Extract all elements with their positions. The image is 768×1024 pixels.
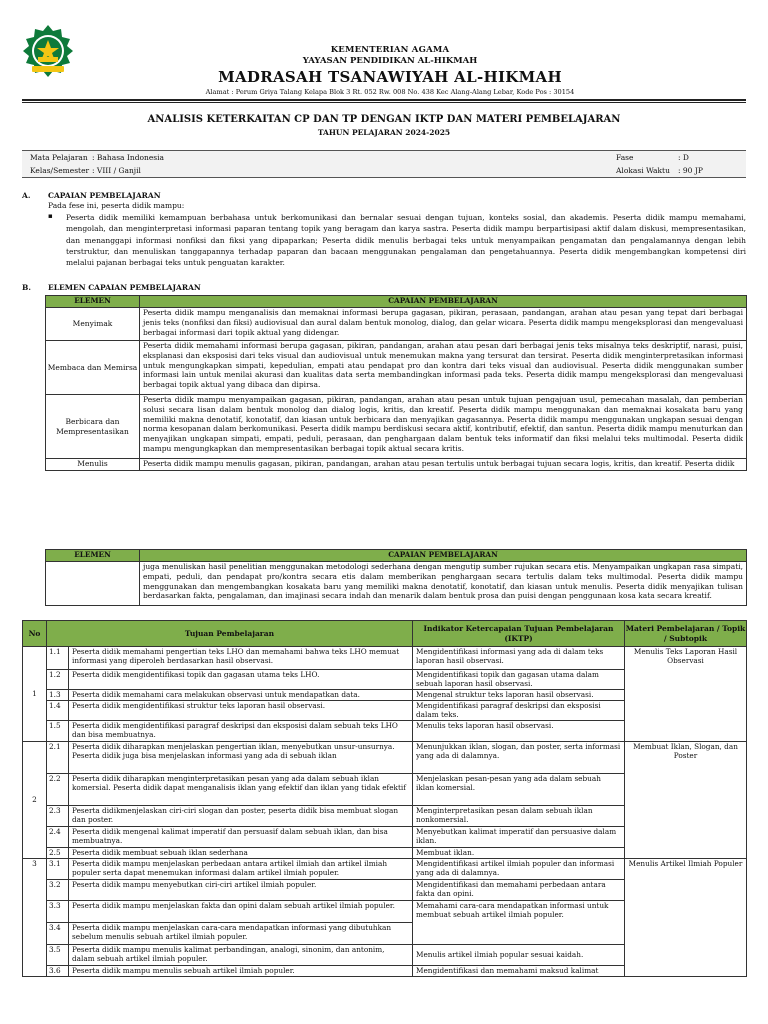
elemen-header: ELEMEN <box>46 296 140 308</box>
tp-text: Peserta didik mampu menulis kalimat perbandingan, analogi, sinonim, dan antonim, dalam sebuah artikel ilmiah populer. <box>69 945 413 966</box>
time-allocation-label: Alokasi Waktu <box>616 166 670 175</box>
tp-code: 1.3 <box>47 690 69 701</box>
tp-header: Tujuan Pembelajaran <box>47 621 413 647</box>
academic-year: TAHUN PELAJARAN 2024-2025 <box>317 128 451 137</box>
iktp-text: Menunjukkan iklan, slogan, dan poster, serta informasi yang ada di dalamnya. <box>413 742 625 774</box>
iktp-text: Mengidentifikasi paragraf deskripsi dan eksposisi dalam teks. <box>413 701 625 721</box>
tp-text: Peserta didik mampu menjelaskan cara-cara mendapatkan informasi yang dibutuhkan sebelum menulis sebuah artikel ilmiah populer. <box>69 923 413 945</box>
tp-code: 1.4 <box>47 701 69 721</box>
elemen-name: Menulis <box>46 459 140 471</box>
iktp-text: Mengenal struktur teks laporan hasil observasi. <box>413 690 625 701</box>
phase-value: : D <box>678 153 689 162</box>
iktp-header: Indikator Ketercapaian Tujuan Pembelajaran (IKTP) <box>413 621 625 647</box>
header-divider-thick <box>22 99 746 101</box>
subject-value: : Bahasa Indonesia <box>92 153 164 162</box>
tp-code: 3.1 <box>47 859 69 880</box>
table-row <box>46 308 747 341</box>
iktp-text: Menulis artikel ilmiah popular sesuai kaidah. <box>413 945 625 966</box>
tp-code: 1.5 <box>47 721 69 742</box>
elemen-name: Menyimak <box>46 308 140 341</box>
tp-text: Peserta didik memahami cara melakukan observasi untuk mendapatkan data. <box>69 690 413 701</box>
iktp-text: Membuat iklan. <box>413 848 625 859</box>
tp-code: 1.2 <box>47 670 69 690</box>
elemen-name <box>46 562 140 606</box>
elemen-table-continued <box>45 549 747 606</box>
kemenag-logo <box>22 24 74 78</box>
tp-code: 3.3 <box>47 901 69 923</box>
tp-code: 2.2 <box>47 774 69 806</box>
subject-info-bar <box>22 150 746 178</box>
cp-header: CAPAIAN PEMBELAJARAN <box>140 550 747 562</box>
section-b-heading <box>22 283 201 293</box>
school-name: MADRASAH TSANAWIYAH AL-HIKMAH <box>218 68 562 87</box>
time-allocation-value: : 90 JP <box>678 166 703 175</box>
group-number: 3 <box>23 859 47 977</box>
tp-text: Peserta didik mengenal kalimat imperatif dan persuasif dalam sebuah iklan, dan bisa membuatnya. <box>69 827 413 848</box>
tp-table <box>22 620 747 977</box>
tp-text: Peserta didik mengidentifikasi paragraf deskripsi dan eksposisi dalam sebuah teks LHO dan bisa membuatnya. <box>69 721 413 742</box>
tp-code: 2.3 <box>47 806 69 827</box>
materi-text: Menulis Teks Laporan Hasil Observasi <box>625 647 747 742</box>
section-b-number: B. <box>22 283 31 292</box>
tp-text: Peserta didikmenjelaskan ciri-ciri slogan dan poster, peserta didik bisa membuat slogan dan poster. <box>69 806 413 827</box>
group-number: 1 <box>23 647 47 742</box>
elemen-header: ELEMEN <box>46 550 140 562</box>
subject-label: Mata Pelajaran <box>30 153 88 162</box>
iktp-text: Mengidentifikasi dan memahami maksud kalimat <box>413 966 625 977</box>
letterhead <box>90 45 690 96</box>
table-row <box>23 647 747 670</box>
tp-code: 2.1 <box>47 742 69 774</box>
materi-header: Materi Pembelajaran / Topik / Subtopik <box>625 621 747 647</box>
tp-text: Peserta didik mampu menulis sebuah artikel ilmiah populer. <box>69 966 413 977</box>
tp-code: 3.5 <box>47 945 69 966</box>
tp-text: Peserta didik diharapkan menginterpretasikan pesan yang ada dalam sebuah iklan komersial. Peserta didik dapat menganalisis iklan yang efektif dan iklan yang tidak efektif <box>69 774 413 806</box>
iktp-text: Menulis teks laporan hasil observasi. <box>413 721 625 742</box>
iktp-text: Memahami cara-cara mendapatkan informasi untuk membuat sebuah artikel ilmiah populer. <box>413 901 625 945</box>
table-row <box>46 459 747 471</box>
header-divider-thin <box>22 102 746 103</box>
foundation-name: YAYASAN PENDIDIKAN AL-HIKMAH <box>302 56 478 67</box>
elemen-name: Berbicara dan Mempresentasikan <box>46 395 140 459</box>
section-a-body: Peserta didik memiliki kemampuan berbahasa untuk berkomunikasi dan bernalar sesuai dengan tujuan, konteks sosial, dan akademis. Peserta didik mampu memahami, mengolah, dan menginterpretasi informasi paparan tentang topik yang beragam dan karya sastra. Peserta didik mampu berpartisipasi aktif dalam diskusi, mempresentasikan, dan menanggapi informasi nonfiksi dan fiksi yang dipaparkan; Peserta didik menulis berbagai teks untuk menyampaikan pengamatan dan pengalamannya dengan lebih terstruktur, dan menuliskan tanggapannya terhadap paparan dan bacaan menggunakan pengalaman dan pengetahuannya. Peserta didik mengembangkan kompetensi diri melalui pajanan berbagai teks untuk penguatan karakter. <box>66 213 746 267</box>
tp-code: 3.2 <box>47 880 69 901</box>
tp-text: Peserta didik membuat sebuah iklan sederhana <box>69 848 413 859</box>
tp-text: Peserta didik mengidentifikasi struktur teks laporan hasil observasi. <box>69 701 413 721</box>
elemen-cp: Peserta didik mampu menulis gagasan, pikiran, pandangan, arahan atau pesan tertulis untuk berbagai tujuan secara logis, kritis, dan kreatif. Peserta didik <box>140 459 747 471</box>
elemen-cp: Peserta didik mampu menganalisis dan memaknai informasi berupa gagasan, pikiran, perasaan, pandangan, arahan atau pesan yang tepat dari berbagai jenis teks (nonfiksi dan fiksi) audiovisual dan aural dalam bentuk monolog, dialog, dan gelar wicara. Peserta didik mampu mengeksplorasi dan mengevaluasi berbagai informasi dari topik aktual yang didengar. <box>140 308 747 341</box>
section-a-title: CAPAIAN PEMBELAJARAN <box>48 191 161 200</box>
class-label: Kelas/Semester <box>30 166 90 175</box>
table-row <box>23 859 747 880</box>
iktp-text: Menyebutkan kalimat imperatif dan persuasive dalam iklan. <box>413 827 625 848</box>
iktp-text: Menginterpretasikan pesan dalam sebuah iklan nonkomersial. <box>413 806 625 827</box>
iktp-text: Mengidentifikasi artikel ilmiah populer dan informasi yang ada di dalamnya. <box>413 859 625 880</box>
materi-text: Membuat Iklan, Slogan, dan Poster <box>625 742 747 859</box>
tp-text: Peserta didik mampu menjelaskan fakta dan opini dalam sebuah artikel ilmiah populer. <box>69 901 413 923</box>
section-a-number: A. <box>22 191 31 200</box>
iktp-text: Mengidentifikasi dan memahami perbedaan antara fakta dan opini. <box>413 880 625 901</box>
iktp-text: Mengidentifikasi informasi yang ada di dalam teks laporan hasil observasi. <box>413 647 625 670</box>
elemen-cp: Peserta didik memahami informasi berupa gagasan, pikiran, pandangan, arahan atau pesan dari berbagai jenis teks misalnya teks deskriptif, narasi, puisi, eksplanasi dan eksposisi dari teks visual dan audiovisual untuk menemukan makna yang tersurat dan tersirat. Peserta didik menginterpretasikan informasi untuk mengungkapkan simpati, kepedulian, empati atau pendapat pro dan kontra dari teks visual dan audiovisual. Peserta didik menggunakan sumber informasi lain untuk menilai akurasi dan kualitas data serta membandingkan informasi pada teks. Peserta didik mampu mengeksplorasi dan mengevaluasi berbagai topik aktual yang dibaca dan dipirsa. <box>140 341 747 395</box>
ministry-name: KEMENTERIAN AGAMA <box>330 45 450 55</box>
iktp-text: Menjelaskan pesan-pesan yang ada dalam sebuah iklan komersial. <box>413 774 625 806</box>
elemen-table <box>45 295 747 471</box>
school-address: Alamat : Perum Griya Talang Kelapa Blok 3 Rt. 052 Rw. 008 No. 438 Kec Alang-Alang Lebar, Kode Pos : 30154 <box>205 87 575 96</box>
elemen-name: Membaca dan Memirsa <box>46 341 140 395</box>
document-title: ANALISIS KETERKAITAN CP DAN TP DENGAN IKTP DAN MATERI PEMBELAJARAN <box>147 114 621 125</box>
table-row <box>46 341 747 395</box>
iktp-text: Mengidentifikasi topik dan gagasan utama dalam sebuah laporan hasil observasi. <box>413 670 625 690</box>
no-header: No <box>23 621 47 647</box>
elemen-cp-continued: juga menuliskan hasil penelitian menggunakan metodologi sederhana dengan mengutip sumber rujukan secara etis. Menyampaikan ungkapan rasa simpati, empati, peduli, dan pendapat pro/kontra secara etis dalam memberikan penghargaan secara tertulis dalam teks multimodal. Peserta didik mampu menggunakan dan mengembangkan kosakata baru yang memiliki makna denotatif, konotatif, dan kiasan untuk menulis. Peserta didik menyajikan tulisan berdasarkan fakta, pengalaman, dan imajinasi secara indah dan menarik dalam bentuk prosa dan puisi dengan penggunaan kosa kata secara kreatif. <box>140 562 747 606</box>
tp-code: 2.5 <box>47 848 69 859</box>
table-row <box>46 395 747 459</box>
tp-text: Peserta didik mengidentifikasi topik dan gagasan utama teks LHO. <box>69 670 413 690</box>
tp-text: Peserta didik diharapkan menjelaskan pengertian iklan, menyebutkan unsur-unsurnya. Peserta didik juga bisa menjelaskan informasi yang ada di sebuah iklan <box>69 742 413 774</box>
tp-code: 3.4 <box>47 923 69 945</box>
tp-text: Peserta didik mampu menyebutkan ciri-ciri artikel ilmiah populer. <box>69 880 413 901</box>
section-a-intro: Pada fese ini, peserta didik mampu: <box>48 201 185 210</box>
tp-code: 3.6 <box>47 966 69 977</box>
section-a-heading <box>22 191 161 201</box>
table-row <box>46 562 747 606</box>
class-value: : VIII / Ganjil <box>92 166 141 175</box>
table-row <box>23 742 747 774</box>
materi-text: Menulis Artikel Ilmiah Populer <box>625 859 747 977</box>
elemen-cp: Peserta didik mampu menyampaikan gagasan, pikiran, pandangan, arahan atau pesan untuk tujuan pengajuan usul, pemecahan masalah, dan pemberian solusi secara lisan dalam bentuk monolog dan dialog logis, kritis, dan kreatif. Peserta didik mampu menggunakan dan memaknai kosakata baru yang memiliki makna denotatif, konotatif, dan kiasan untuk berbicara dan menyajikan gagasannya. Peserta didik mampu menggunakan ungkapan sesuai dengan norma kesopanan dalam berkomunikasi. Peserta didik mampu berdiskusi secara aktif, kontributif, efektif, dan santun. Peserta didik mampu menuturkan dan menyajikan ungkapan simpati, empati, peduli, perasaan, dan penghargaan dalam bentuk teks informatif dan fiksi melalui teks multimodal. Peserta didik mampu mengungkapkan dan mempresentasikan berbagai topik aktual secara kritis. <box>140 395 747 459</box>
phase-label: Fase <box>616 153 634 162</box>
group-number: 2 <box>23 742 47 859</box>
cp-header: CAPAIAN PEMBELAJARAN <box>140 296 747 308</box>
bullet-icon: ▪ <box>48 212 53 220</box>
section-b-title: ELEMEN CAPAIAN PEMBELAJARAN <box>48 283 201 292</box>
tp-code: 1.1 <box>47 647 69 670</box>
tp-text: Peserta didik memahami pengertian teks LHO dan memahami bahwa teks LHO memuat informasi yang diperoleh berdasarkan hasil observasi. <box>69 647 413 670</box>
tp-text: Peserta didik mampu menjelaskan perbedaan antara artikel ilmiah dan artikel ilmiah populer serta dapat menemukan informasi dalam artikel ilmiah populer. <box>69 859 413 880</box>
tp-code: 2.4 <box>47 827 69 848</box>
